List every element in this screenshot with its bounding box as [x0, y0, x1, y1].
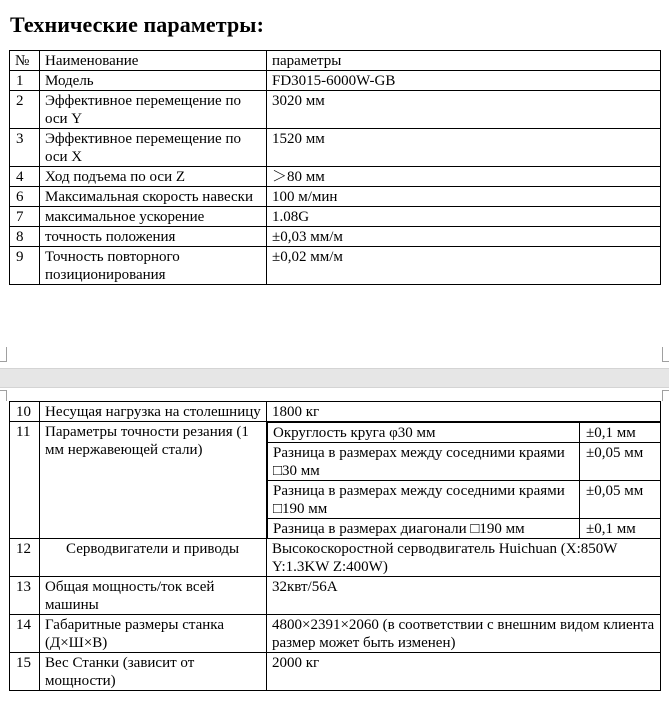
row-name: Эффективное перемещение по оси Y — [40, 91, 267, 129]
row-name: Ход подъема по оси Z — [40, 167, 267, 187]
row-value: 4800×2391×2060 (в соответствии с внешним видом клиента размер может быть изменен) — [267, 615, 661, 653]
row-name: Несущая нагрузка на столешницу — [40, 402, 267, 422]
row-name: Модель — [40, 71, 267, 91]
table-row — [10, 615, 661, 653]
table-row — [10, 402, 661, 422]
row-number: 11 — [10, 422, 40, 539]
row-name: Вес Станки (зависит от мощности) — [40, 653, 267, 691]
precision-label: Округлость круга φ30 мм — [268, 423, 580, 443]
row-name: Эффективное перемещение по оси X — [40, 129, 267, 167]
table-row — [10, 577, 661, 615]
row-number: 6 — [10, 187, 40, 207]
table-row — [10, 653, 661, 691]
row-value: FD3015-6000W-GB — [267, 71, 661, 91]
row-number: 2 — [10, 91, 40, 129]
row-name: Общая мощность/ток всей машины — [40, 577, 267, 615]
row-number: 4 — [10, 167, 40, 187]
row-number: 3 — [10, 129, 40, 167]
row-number: 9 — [10, 247, 40, 285]
table-row — [10, 129, 661, 167]
row-value: ±0,02 мм/м — [267, 247, 661, 285]
row-name: Серводвигатели и приводы — [40, 539, 267, 577]
row-number: 14 — [10, 615, 40, 653]
row-name: Точность повторного позиционирования — [40, 247, 267, 285]
page-separator — [0, 368, 669, 388]
crop-mark — [0, 347, 7, 362]
table-row — [10, 187, 661, 207]
row-name: Максимальная скорость навески — [40, 187, 267, 207]
subtable-row — [268, 443, 661, 481]
table-row — [10, 71, 661, 91]
row-value: 3020 мм — [267, 91, 661, 129]
row-name: Габаритные размеры станка (Д×Ш×В) — [40, 615, 267, 653]
table-row — [10, 247, 661, 285]
table-header-row — [10, 51, 661, 71]
row-value: ±0,03 мм/м — [267, 227, 661, 247]
row-number: 1 — [10, 71, 40, 91]
row-name: максимальное ускорение — [40, 207, 267, 227]
table-row — [10, 539, 661, 577]
row-value: Высокоскоростной серводвигатель Huichuan (X:850W Y:1.3KW Z:400W) — [267, 539, 661, 577]
row-value: 1520 мм — [267, 129, 661, 167]
row-value: 2000 кг — [267, 653, 661, 691]
subtable-row — [268, 481, 661, 519]
precision-tolerance: ±0,1 мм — [580, 519, 661, 539]
header-name: Наименование — [40, 51, 267, 71]
spec-table-part2 — [9, 401, 661, 691]
row-name: точность положения — [40, 227, 267, 247]
row-number: 8 — [10, 227, 40, 247]
precision-tolerance: ±0,05 мм — [580, 443, 661, 481]
table-row — [10, 227, 661, 247]
crop-mark — [662, 347, 669, 362]
header-number: № — [10, 51, 40, 71]
precision-subtable-cell — [267, 422, 661, 539]
precision-tolerance: ±0,05 мм — [580, 481, 661, 519]
row-name: Параметры точности резания (1 мм нержавеющей стали) — [40, 422, 267, 539]
subtable-row — [268, 423, 661, 443]
row-value: 32квт/56A — [267, 577, 661, 615]
subtable-row — [268, 519, 661, 539]
spec-table-part1 — [9, 50, 661, 285]
row-number: 12 — [10, 539, 40, 577]
header-params: параметры — [267, 51, 661, 71]
table-row — [10, 207, 661, 227]
row-number: 15 — [10, 653, 40, 691]
table-row — [10, 422, 661, 539]
row-value: 1800 кг — [267, 402, 661, 422]
page-title: Технические параметры: — [10, 12, 265, 37]
crop-mark — [0, 390, 7, 401]
table-row — [10, 91, 661, 129]
row-value: 100 м/мин — [267, 187, 661, 207]
table-row — [10, 167, 661, 187]
row-value: ＞80 мм — [267, 167, 661, 187]
precision-tolerance: ±0,1 мм — [580, 423, 661, 443]
row-number: 13 — [10, 577, 40, 615]
row-number: 10 — [10, 402, 40, 422]
precision-subtable — [267, 422, 661, 538]
row-value: 1.08G — [267, 207, 661, 227]
precision-label: Разница в размерах между соседними краями □30 мм — [268, 443, 580, 481]
row-number: 7 — [10, 207, 40, 227]
crop-mark — [662, 390, 669, 401]
precision-label: Разница в размерах диагонали □190 мм — [268, 519, 580, 539]
precision-label: Разница в размерах между соседними краями □190 мм — [268, 481, 580, 519]
